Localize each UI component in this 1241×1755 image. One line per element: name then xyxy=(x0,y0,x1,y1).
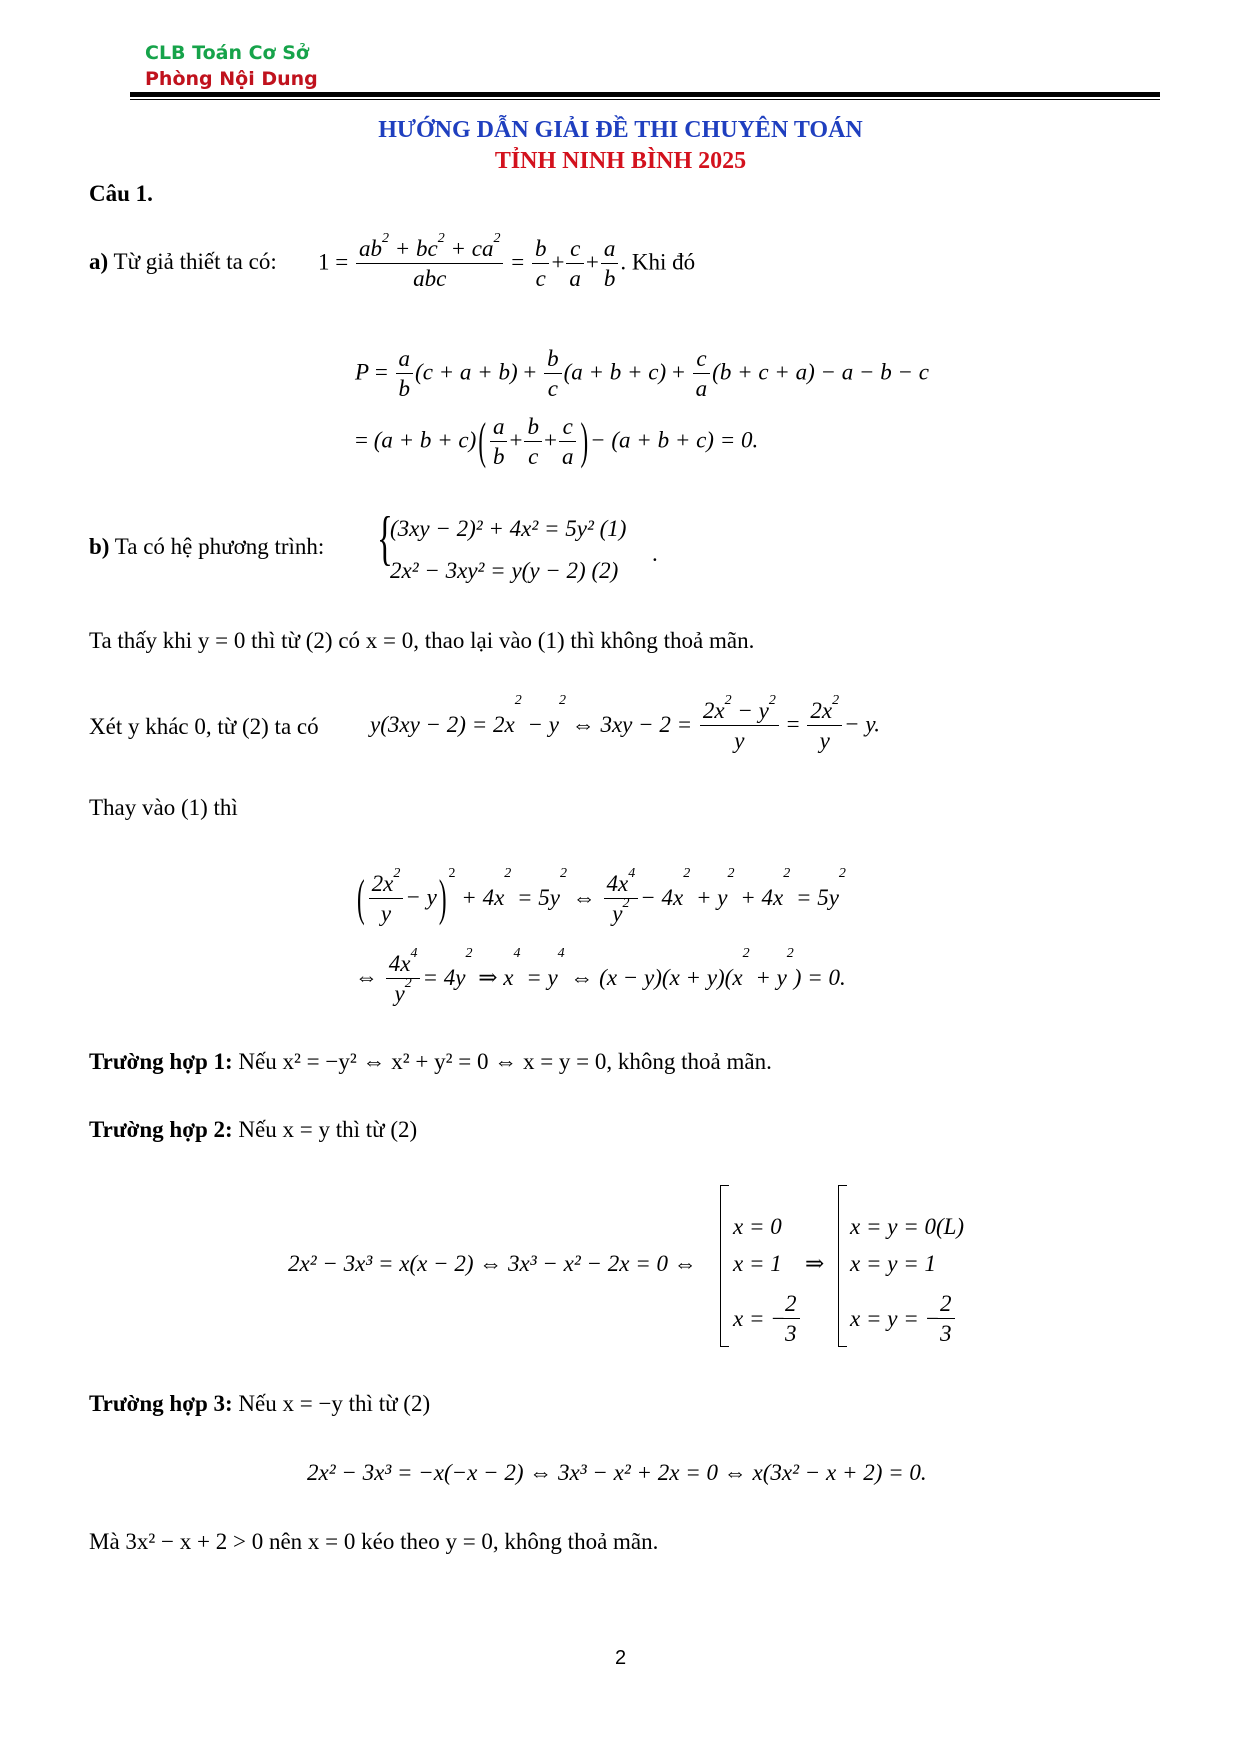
case-2-sol-left-0: x = 0 xyxy=(733,1214,782,1239)
case-2-sol-right-1: x = y = 1 xyxy=(850,1251,936,1276)
part-a-eq1-end: (b + c + a) − a − b − c xyxy=(712,359,930,385)
case-3 xyxy=(89,1390,430,1418)
part-a-then: Khi đó xyxy=(631,249,696,275)
part-b-label: b) xyxy=(89,534,110,559)
case-2-equation: 2x² − 3x³ = x(x − 2) ⇔ 3x³ − x² − 2x = 0 ⇔ xyxy=(288,1251,697,1276)
system-brace: { xyxy=(377,505,393,571)
consider-equation: $y(3xy - 2) = 2x^2 - y^2$ ⇔ 3xy − 2 = $\frac{2x^2 - y^2}{y}$ = $\frac{2x^2}{y}$ − y. xyxy=(370,693,881,753)
part-b-intro xyxy=(89,533,324,561)
case-1-text: Nếu x² = −y² ⇔ x² + y² = 0 ⇔ x = y = 0, không thoả mãn. xyxy=(238,1049,772,1074)
substitute-text: Thay vào (1) thì xyxy=(89,795,238,820)
note-y-zero: Ta thấy khi y = 0 thì từ (2) có x = 0, thao lại vào (1) thì không thoả mãn. xyxy=(89,628,755,653)
header-rule-thin xyxy=(130,99,1160,100)
system-period: . xyxy=(652,541,658,566)
part-a-hypothesis: 1 = $\frac{ab^2 + bc^2 + ca^2}{\text{abc}}$ = $\frac{b}{c}$ + $\frac{c}{a}$ + $\frac{a}{b}$ . Khi đó xyxy=(318,231,696,291)
case-3-label: Trường hợp 3: xyxy=(89,1391,233,1416)
part-a-eq2: = (a + b + c)( $\frac{a}{b}$ + $\frac{b}{c}$ + $\frac{c}{a}$ )− (a + b + c) = 0. xyxy=(355,414,759,470)
part-a-eq2-end: − (a + b + c) = 0. xyxy=(590,427,759,453)
consider-y-nonzero: Xét y khác 0, từ (2) ta có xyxy=(89,714,319,739)
system-eq2: 2x² − 3xy² = y(y − 2) (2) xyxy=(390,558,619,583)
club-name: CLB Toán Cơ Sở xyxy=(145,42,309,64)
header-rule xyxy=(130,92,1160,97)
part-a-intro-text: Từ giả thiết ta có: xyxy=(113,249,277,274)
case-2-text: Nếu x = y thì từ (2) xyxy=(238,1117,418,1142)
case-2-frac-left: $\frac{2}{3}$ xyxy=(780,1290,802,1348)
part-b-intro-text: Ta có hệ phương trình: xyxy=(114,534,325,559)
case-3-equation: 2x² − 3x³ = −x(−x − 2) ⇔ 3x³ − x² + 2x = 0 ⇔ x(3x² − x + 2) = 0. xyxy=(307,1460,927,1485)
doc-title-line2: TỈNH NINH BÌNH 2025 xyxy=(494,148,747,174)
question-heading: Câu 1. xyxy=(89,181,153,206)
case-3-text: Nếu x = −y thì từ (2) xyxy=(238,1391,431,1416)
case-2-frac-right: $\frac{2}{3}$ xyxy=(935,1290,957,1348)
conclusion: Mà 3x² − x + 2 > 0 nên x = 0 kéo theo y = 0, không thoả mãn. xyxy=(89,1529,659,1554)
part-a-intro xyxy=(89,248,277,276)
substitute-eq2: ⇔ $\frac{4x^4}{y^2}$ = $4y^2$ ⇒ $x^4 = y^4$ ⇔ $(x - y)(x + y)(x^2 + y^2) = 0$. xyxy=(355,946,846,1006)
part-a-label: a) xyxy=(89,249,109,274)
case-2-bracket-left xyxy=(720,1185,729,1347)
case-1-label: Trường hợp 1: xyxy=(89,1049,233,1074)
case-2-bracket-right xyxy=(838,1185,847,1347)
case-1 xyxy=(89,1048,772,1076)
page-number: 2 xyxy=(614,1647,627,1669)
doc-title-line1: HƯỚNG DẪN GIẢI ĐỀ THI CHUYÊN TOÁN xyxy=(378,117,863,143)
case-2-implies: ⇒ xyxy=(805,1251,825,1276)
substitute-eq1: ( $\frac{2x^2}{y}$ − y) $^2 + 4x^2 = 5y^2$ ⇔ $\frac{4x^4}{y^2}$ − $4x^2 + y^2 + 4x^2 = 5y^2$ xyxy=(357,866,846,927)
case-2-sol-right-2: x = y = − xyxy=(850,1306,940,1331)
case-2-sol-right-0: x = y = 0(L) xyxy=(850,1214,965,1239)
department-name: Phòng Nội Dung xyxy=(145,68,318,90)
case-2-sol-left-1: x = 1 xyxy=(733,1251,782,1276)
case-2-label: Trường hợp 2: xyxy=(89,1117,233,1142)
case-2 xyxy=(89,1116,417,1144)
system-eq1: (3xy − 2)² + 4x² = 5y² (1) xyxy=(390,516,627,541)
case-2-sol-left-2: x = − xyxy=(733,1306,786,1331)
part-a-eq1: P = $\frac{a}{b}$ (c + a + b) + $\frac{b}{c}$ (a + b + c) + $\frac{c}{a}$ (b + c + a) − a − b − c xyxy=(355,346,930,401)
